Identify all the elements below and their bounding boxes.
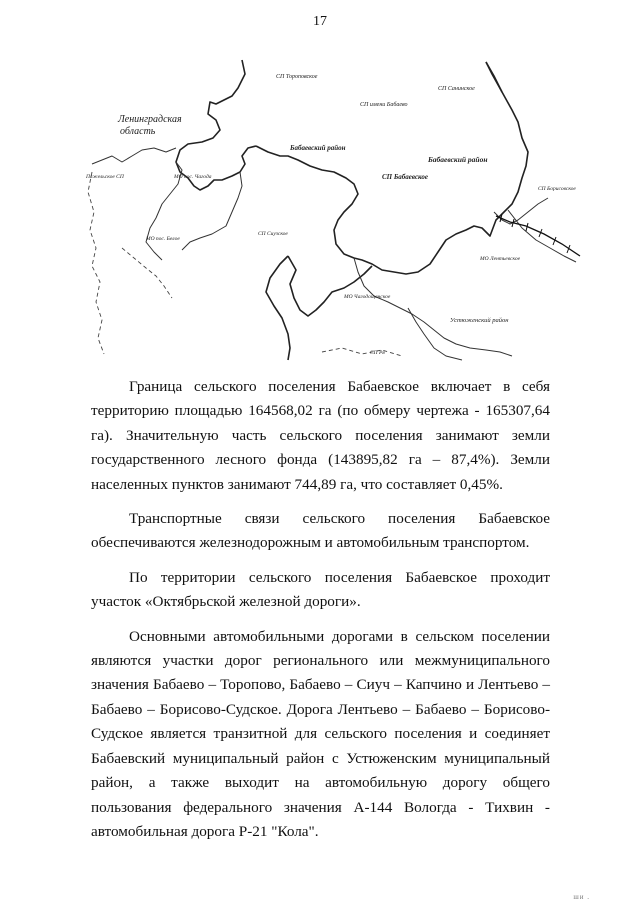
label-mo-lentievskoe: МО Лентьевское [480, 256, 521, 262]
label-mo-pos-chagoda: МО пос. Чагода [174, 174, 212, 180]
settlement-boundary-6 [408, 308, 462, 360]
settlement-boundary-2 [182, 172, 242, 250]
region-boundary-leningrad [92, 148, 176, 164]
label-mo-pos-beloe: МО пос. Белое [146, 236, 180, 242]
dashed-boundary-west [88, 172, 104, 354]
label-sp-babaevskoe: СП Бабаевское [382, 173, 428, 181]
label-sp-borisovskoe: СП Борисовское [538, 186, 576, 192]
map-drawing [82, 52, 582, 362]
district-boundary-southwest [266, 256, 290, 360]
paragraph-railway: По территории сельского поселения Бабаевское проходит участок «Октябрьской железной дороги». [91, 568, 550, 611]
paragraph-transport: Транспортные связи сельского поселения Бабаевское обеспечиваются железнодорожным и автомобильным транспортом. [91, 510, 550, 552]
district-boundary-south [288, 256, 372, 316]
settlement-boundary-5 [508, 210, 576, 262]
dashed-boundary-south [322, 348, 402, 356]
dashed-boundary-sw [122, 248, 172, 298]
label-sp-saninskoe: СП Санинское [438, 86, 475, 92]
district-boundary-center [256, 62, 528, 274]
district-boundary-west [176, 60, 256, 190]
boundary-map [82, 52, 582, 362]
label-ustyuzhensky-rayon: Устюженский район [450, 317, 509, 324]
document-body [91, 375, 550, 844]
label-sp-siuzskoe: СП Сиузское [258, 231, 288, 237]
page-number: 17 [313, 14, 327, 29]
settlement-boundary-4 [354, 258, 512, 356]
settlement-boundary-3 [494, 198, 548, 224]
footer-mark: ши . [573, 893, 590, 901]
railway-line [496, 216, 580, 256]
label-sp-bottom: СП Ря [370, 350, 385, 356]
label-pyazhelskoe: Пяжельское СП [86, 174, 124, 180]
label-sp-imeni-babaeva: СП имени Бабаево [360, 102, 408, 108]
paragraph-territory: Граница сельского поселения Бабаевское включает в себя территорию площадью 164568,02 га (по обмеру чертежа - 165307,64 га). Значительную часть сельского поселения занимают земли государственного лесного фонда (143895,82 га – 87,4%). Земли населенных пунктов занимают 744,89 га, что составляет 0,45%. [91, 378, 550, 493]
label-mo-chagodoshchenskoe: МО Чагодощенское [344, 294, 391, 300]
label-leningrad-region-1: Ленинградская [118, 114, 182, 125]
paragraph-roads: Основными автомобильными дорогами в сельском поселении являются участки дорог регионального или межмуниципального значения Бабаево – Торопово, Бабаево – Сиуч – Капчино и Лентьево – Бабаево – Борисово-Судское. Дорога Лентьево – Бабаево – Борисово-Судское является транзитной для сельского поселения и соединяет Бабаевский муниципальный район с Устюженским муниципальный район, а также выходит на автомобильную дорогу общего пользования федерального значения А-144 Вологда - Тихвин - автомобильная дорога Р-21 "Кола". [91, 627, 550, 840]
label-leningrad-region-2: область [120, 126, 156, 137]
region-boundary-east [486, 62, 502, 92]
label-babaevsky-rayon-1: Бабаевский район [290, 144, 346, 152]
label-sp-toropovskoe: СП Тороповское [276, 74, 318, 80]
label-babaevsky-rayon-2: Бабаевский район [428, 155, 488, 164]
